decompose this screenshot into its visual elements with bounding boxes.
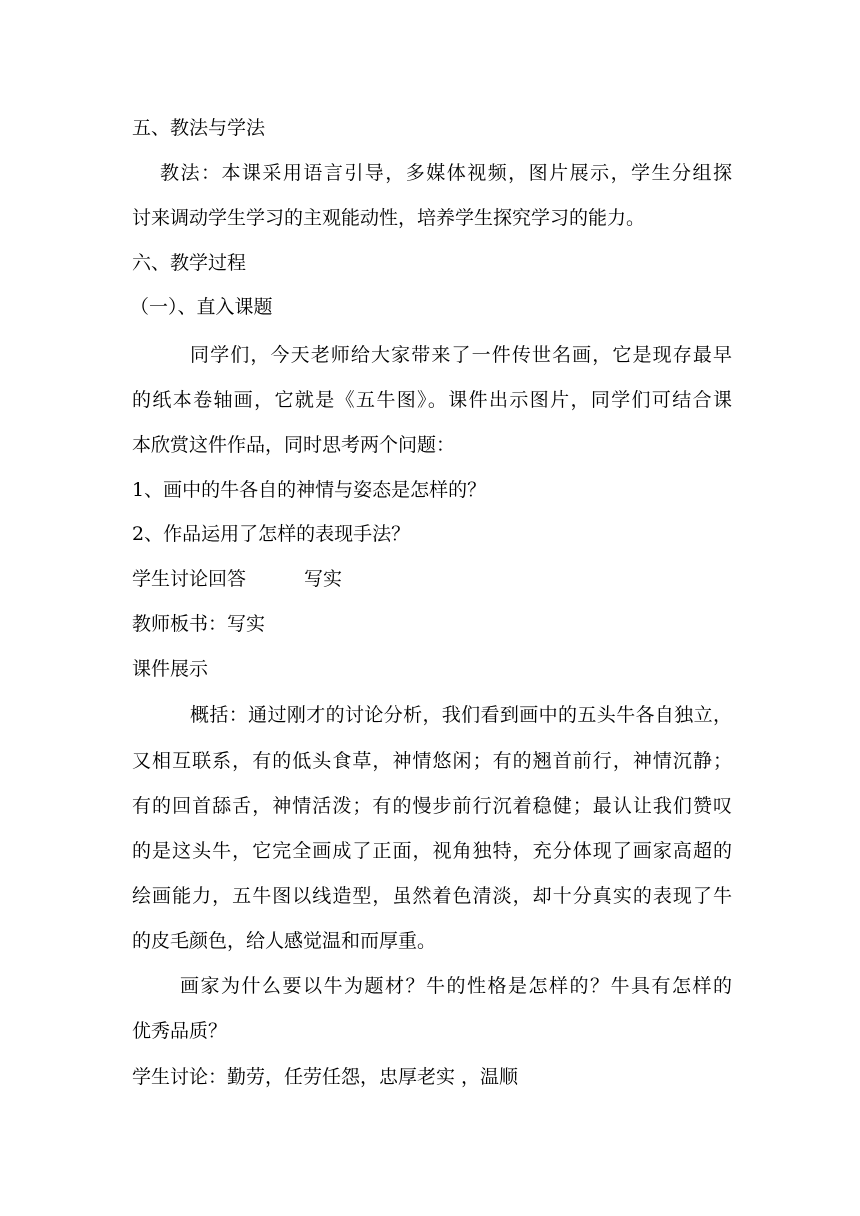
discussion-answer: 写实 [304, 568, 343, 590]
question-why-line-2: 优秀品质？ [132, 1020, 228, 1042]
intro-line-3: 本欣赏这件作品，同时思考两个问题： [132, 434, 456, 456]
blackboard-note: 教师板书：写实 [132, 613, 266, 635]
section-heading-6: 六、教学过程 [132, 252, 247, 274]
discussion-line [132, 567, 732, 591]
summary-line-6: 的皮毛颜色，给人感觉温和而厚重。 [132, 930, 437, 952]
student-discussion: 学生讨论：勤劳，任劳任怨，忠厚老实 ，温顺 [132, 1066, 519, 1088]
summary-line-5: 绘画能力，五牛图以线造型，虽然着色清淡，却十分真实的表现了牛 [132, 885, 732, 907]
teaching-method-line-2: 讨来调动学生学习的主观能动性，培养学生探究学习的能力。 [132, 207, 646, 229]
summary-line-3: 有的回首舔舌，神情活泼；有的慢步前行沉着稳健；最认让我们赞叹 [132, 795, 732, 817]
intro-line-1: 同学们，今天老师给大家带来了一件传世名画，它是现存最早 [190, 344, 732, 366]
discussion-label: 学生讨论回答 [132, 568, 247, 590]
subsection-heading-1: （一）、直入课题 [130, 296, 273, 318]
summary-line-4: 的是这头牛，它完全画成了正面，视角独特，充分体现了画家高超的 [132, 840, 732, 862]
teaching-method-line-1: 教法：本课采用语言引导，多媒体视频，图片展示，学生分组探 [160, 162, 732, 184]
question-2: 2、作品运用了怎样的表现手法？ [132, 523, 411, 545]
courseware-label: 课件展示 [132, 658, 209, 680]
intro-line-2: 的纸本卷轴画，它就是《五牛图》。课件出示图片，同学们可结合课 [132, 389, 732, 411]
question-why-line-1: 画家为什么要以牛为题材？牛的性格是怎样的？牛具有怎样的 [180, 975, 732, 997]
section-heading-5: 五、教法与学法 [132, 117, 266, 139]
question-1: 1、画中的牛各自的神情与姿态是怎样的？ [132, 479, 487, 501]
summary-line-2: 又相互联系，有的低头食草，神情悠闲；有的翘首前行，神情沉静； [132, 750, 732, 772]
summary-line-1: 概括：通过刚才的讨论分析，我们看到画中的五头牛各自独立， [190, 704, 732, 726]
